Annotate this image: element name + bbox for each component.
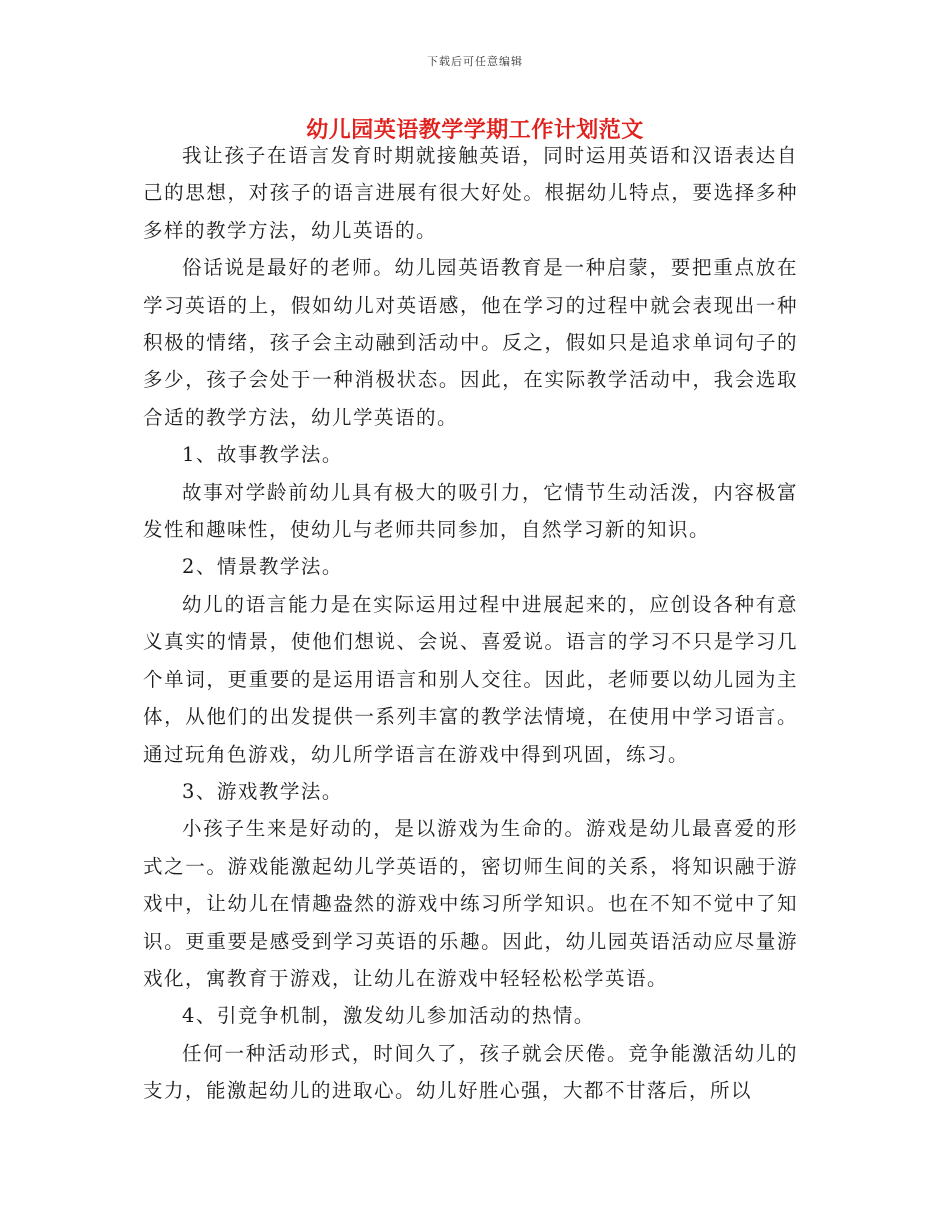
- paragraph: 任何一种活动形式，时间久了，孩子就会厌倦。竞争能激活幼儿的支力，能激起幼儿的进取心。幼儿好胜心强，大都不甘落后，所以: [143, 1041, 798, 1103]
- section-heading: 3、游戏教学法。: [182, 779, 343, 803]
- paragraph: 故事对学龄前幼儿具有极大的吸引力，它情节生动活泼，内容极富发性和趣味性，使幼儿与老师共同参加，自然学习新的知识。: [143, 480, 798, 542]
- page-title: 幼儿园英语教学学期工作计划范文: [306, 117, 644, 143]
- paragraph: 我让孩子在语言发育时期就接触英语，同时运用英语和汉语表达自己的思想，对孩子的语言进展有很大好处。根据幼儿特点，要选择多种多样的教学方法，幼儿英语的。: [143, 144, 798, 242]
- paragraph: 幼儿的语言能力是在实际运用过程中进展起来的，应创设各种有意义真实的情景，使他们想说、会说、喜爱说。语言的学习不只是学习几个单词，更重要的是运用语言和别人交往。因此，老师要以幼儿园为主体，从他们的出发提供一系列丰富的教学法情境，在使用中学习语言。通过玩角色游戏，幼儿所学语言在游戏中得到巩固，练习。: [143, 592, 798, 766]
- section-heading: 4、引竞争机制，激发幼儿参加活动的热情。: [182, 1004, 595, 1028]
- paragraph: 小孩子生来是好动的，是以游戏为生命的。游戏是幼儿最喜爱的形式之一。游戏能激起幼儿学英语的，密切师生间的关系，将知识融于游戏中，让幼儿在情趣盎然的游戏中练习所学知识。也在不知不觉中了知识。更重要是感受到学习英语的乐趣。因此，幼儿园英语活动应尽量游戏化，寓教育于游戏，让幼儿在游戏中轻轻松松学英语。: [143, 817, 798, 990]
- paragraph: 俗话说是最好的老师。幼儿园英语教育是一种启蒙，要把重点放在学习英语的上，假如幼儿对英语感，他在学习的过程中就会表现出一种积极的情绪，孩子会主动融到活动中。反之，假如只是追求单词句子的多少，孩子会处于一种消极状态。因此，在实际教学活动中，我会选取合适的教学方法，幼儿学英语的。: [143, 256, 798, 429]
- section-heading: 1、故事教学法。: [182, 443, 343, 467]
- header-note: 下载后可任意编辑: [427, 55, 523, 68]
- document-body: [143, 137, 798, 1110]
- section-heading: 2、情景教学法。: [182, 555, 343, 579]
